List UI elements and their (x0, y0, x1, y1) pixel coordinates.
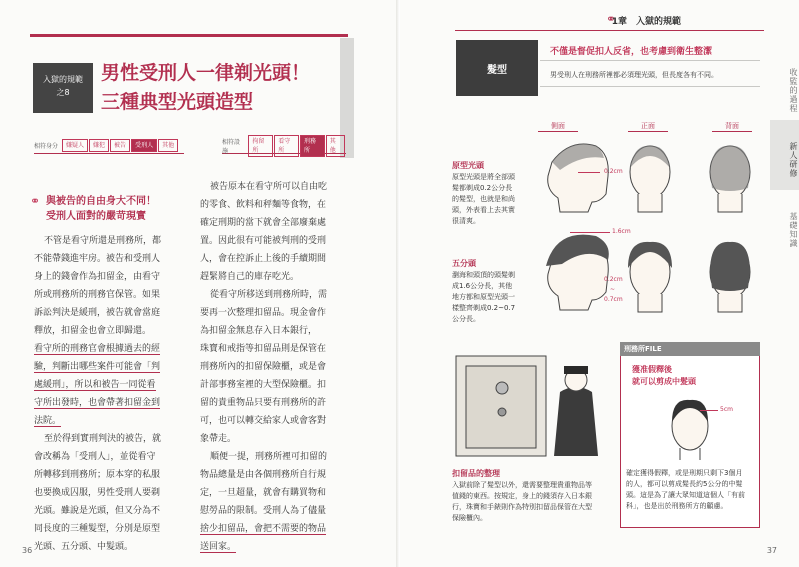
text-line: 身上的錢會作為扣留金，由看守 (34, 272, 161, 282)
text-line: 物品總量是由各個刑務所自行規 (200, 470, 327, 480)
prison-file-header: 刑務所FILE (620, 342, 760, 356)
text-line: 入獄前除了髮型以外，還需要整理貴重物品等 (452, 481, 592, 489)
text-line: 確定獲得假釋，或是刑期只剩下3個月 (626, 469, 743, 477)
text-line: 會改稱為「受刑人」，並從看守 (34, 452, 156, 462)
text-line: 釋放，扣留金也會立即歸還。 (34, 326, 152, 336)
measure-0-2cm: 0.2cm (604, 168, 623, 175)
tag-defendant: 被告 (110, 139, 130, 152)
buzz-hair-back (710, 146, 750, 191)
measure-line (700, 410, 718, 411)
safe-dial (496, 382, 508, 394)
safe-desc (452, 480, 612, 524)
text-line: 留的貴重物品只要有刑務所的許 (200, 398, 327, 408)
text-line: 的人，都可以剪成髮長約5公分的中髮 (626, 480, 743, 488)
measure-5cm: 5cm (720, 406, 733, 413)
tag-jail: 看守所 (274, 135, 299, 157)
text-line: 的髮型，也就是和尚 (452, 195, 515, 203)
text-line-underlined: 守所出發時，也會帶著扣留金到 (34, 398, 161, 408)
text-line-underlined: 處緩刑」，所以和被告一同從看 (34, 380, 156, 390)
back-neck-2 (718, 294, 742, 312)
measure-0-7cm: 0.7cm (604, 296, 623, 303)
text-line: 光頭、五分頭、中髮頭。 (34, 542, 134, 552)
text-line: 順便一提，刑務所裡可扣留的 (210, 452, 328, 462)
tag-suspect: 嫌疑人 (62, 139, 88, 152)
text-line: 置。因此很有可能被判刑的受刑 (200, 236, 327, 246)
status-tags (34, 138, 184, 154)
text-line: 行，珠寶和手錶則作為特別扣留品保管在大型 (452, 503, 592, 511)
facility-tags (222, 138, 346, 154)
file-title-line-2: 就可以剪成中髮頭 (632, 377, 696, 386)
view-label-back: 背面 (712, 121, 752, 132)
text-line: 珠寶和戒指等扣留品則是保管在 (200, 344, 327, 354)
safe-door (466, 366, 536, 448)
text-line: 所轉移到刑務所；原本穿的私服 (34, 470, 161, 480)
badge-line-2: 之8 (56, 88, 70, 97)
text-line: 可，也可以轉交給家人或會客對 (200, 416, 327, 426)
text-line-underlined: 法院。 (34, 416, 62, 426)
text-line: 頭，外表看上去其實 (452, 206, 515, 214)
measure-0-2cm-b: 0.2cm (604, 276, 623, 283)
style-gobu-title: 五分頭 (452, 259, 476, 268)
body-column-1 (34, 232, 184, 556)
divider (540, 60, 760, 61)
tag-prison: 刑務所 (300, 135, 325, 157)
article-title-block (33, 55, 333, 119)
text-line: 很清爽。 (452, 217, 480, 225)
page-number-right: 37 (766, 546, 777, 555)
text-line: 趕緊將自己的庫存吃光。 (200, 272, 300, 282)
tag-accused: 嫌犯 (89, 139, 109, 152)
text-line: 定，一旦超量，就會有購買物和 (200, 488, 327, 498)
guard-body (554, 387, 598, 456)
badge-line-1: 入獄的規範 (43, 75, 83, 84)
tag-other: 其他 (158, 139, 178, 152)
divider (540, 86, 760, 87)
text-line-underlined: 捨少扣留品，會把不需要的物品 (200, 524, 327, 534)
text-line: 所或刑務所的刑務官保管。如果 (34, 290, 161, 300)
text-line: 至於得到實刑判決的被告，就 (44, 434, 162, 444)
text-line-underlined: 送回家。 (200, 542, 237, 552)
text-line: 值錢的東西。按規定，身上的錢須存入日本銀 (452, 492, 592, 500)
measure-1-6cm: 1.6cm (612, 228, 631, 235)
text-line-underlined: 看守所的刑務官會根據過去的經 (34, 344, 161, 354)
title-line-1: 男性受刑人一律剃光頭！ (101, 62, 311, 84)
text-line: 為扣留金無息存入日本銀行， (200, 326, 318, 336)
text-line: 樣整齊剃成0.2~0.7 (452, 304, 516, 312)
section-badge (33, 63, 93, 113)
text-line: 人，會在控訴止上後的手續期間 (200, 254, 327, 264)
safe-and-guard-illustration (452, 352, 602, 460)
style-gobu-desc (452, 270, 532, 325)
text-line: 計部事務室裡的大型保險櫃。扣 (200, 380, 327, 390)
hairstyle-label-box: 髮型 (456, 40, 538, 96)
safe-knob (498, 408, 506, 416)
text-line: 不能帶錢進牢房。被告和受刑人 (34, 254, 161, 264)
text-line: 地方都和原型光頭一 (452, 293, 515, 301)
style-buzz-desc (452, 172, 532, 227)
text-line: 髮都剃成0.2公分長 (452, 184, 513, 192)
handcuff-icon: ⚭ (30, 194, 41, 208)
text-line: 科」，也是出於刑務所方的顧慮。 (626, 502, 728, 510)
facility-tags-label: 相符設施 (222, 138, 241, 155)
view-label-front: 正面 (628, 121, 668, 132)
text-line: 頭。這是為了讓大眾知道這個人「有前 (626, 491, 745, 499)
text-line: 象帶走。 (200, 434, 237, 444)
view-label-side: 側面 (538, 121, 578, 132)
hairstyle-illustrations (530, 132, 770, 332)
text-line: 慰勞品的限制。受刑人為了儘量 (200, 506, 327, 516)
gobu-hair-back (710, 242, 750, 291)
text-line: 從看守所移送到刑務所時，需 (210, 290, 328, 300)
tag-prisoner: 受刑人 (131, 139, 157, 152)
text-line-underlined: 驗，判斷出哪些案件可能會「判 (34, 362, 161, 372)
title-line-2: 三種典型光頭造型 (101, 91, 254, 113)
measure-line (578, 172, 600, 173)
hairstyle-headline: 不僅是督促扣人反省，也考慮到衛生整潔 (550, 47, 713, 57)
text-line: 同長度的三種髮型，分別是原型 (34, 524, 161, 534)
body-column-2 (200, 178, 350, 556)
text-line: 被告原本在看守所可以自由吃 (210, 182, 328, 192)
tag-detention: 拘留所 (248, 135, 273, 157)
hairstyle-subtext: 男受刑人在刑務所裡都必須理光頭，但長度各有不同。 (550, 71, 718, 79)
measure-line (570, 232, 610, 233)
text-line: 瀏海和頭頂的頭髮剃 (452, 271, 515, 279)
text-line: 原型光頭是將全部頭 (452, 173, 515, 181)
measure-tilde: ~ (610, 286, 616, 293)
text-line: 成1.6公分長，其他 (452, 282, 513, 290)
header-rule (30, 34, 348, 37)
prison-file-title (632, 364, 696, 388)
article-title (101, 59, 310, 117)
tag-other-facility: 其他 (326, 135, 345, 157)
text-line: 也要換成囚服，男性受刑人要剃 (34, 488, 161, 498)
text-line: 的零食、飲料和秤麵等食物，在 (200, 200, 327, 210)
guard-cap (564, 366, 588, 374)
safe-title: 扣留品的整理 (452, 469, 500, 478)
front-neck-2 (638, 294, 662, 312)
text-line: 光頭。雖說是光頭，但又分為不 (34, 506, 161, 516)
text-line: 刑務所內的扣留保險櫃，或是會 (200, 362, 327, 372)
side-tab-intake: 收監的過程 (789, 67, 798, 113)
file-title-line-1: 獲准假釋後 (632, 365, 672, 374)
front-neck (638, 194, 662, 212)
text-line: 保險櫃內。 (452, 514, 487, 522)
header-rule-right (455, 30, 764, 31)
section-heading-line-1: 與被告的自由身大不同！ (46, 196, 156, 207)
text-line: 訴訟判決是緩刑，被告就會當庭 (34, 308, 161, 318)
prison-file-desc (626, 468, 758, 512)
text-line: 不管是看守所還是刑務所，都 (44, 236, 162, 246)
handcuff-icon: ⚭ (606, 12, 617, 26)
text-line: 公分長。 (452, 315, 480, 323)
chapter-header: 1章 入獄的規範 (611, 17, 681, 27)
status-tags-label: 相符身分 (34, 143, 59, 150)
page-number-left: 36 (22, 546, 33, 555)
text-line: 要再一次整理扣留品。現金會作 (200, 308, 327, 318)
medium-hair-illustration (660, 392, 720, 460)
text-line: 確定刑期的當下就會全部廢棄處 (200, 218, 327, 228)
side-tab-basics: 基礎知識 (789, 212, 798, 248)
style-buzz-title: 原型光頭 (452, 161, 484, 170)
section-heading (46, 194, 156, 224)
side-tab-orientation: 新人研修 (770, 120, 799, 190)
section-heading-line-2: 受刑人面對的嚴苛現實 (46, 211, 146, 222)
back-neck (718, 194, 742, 212)
